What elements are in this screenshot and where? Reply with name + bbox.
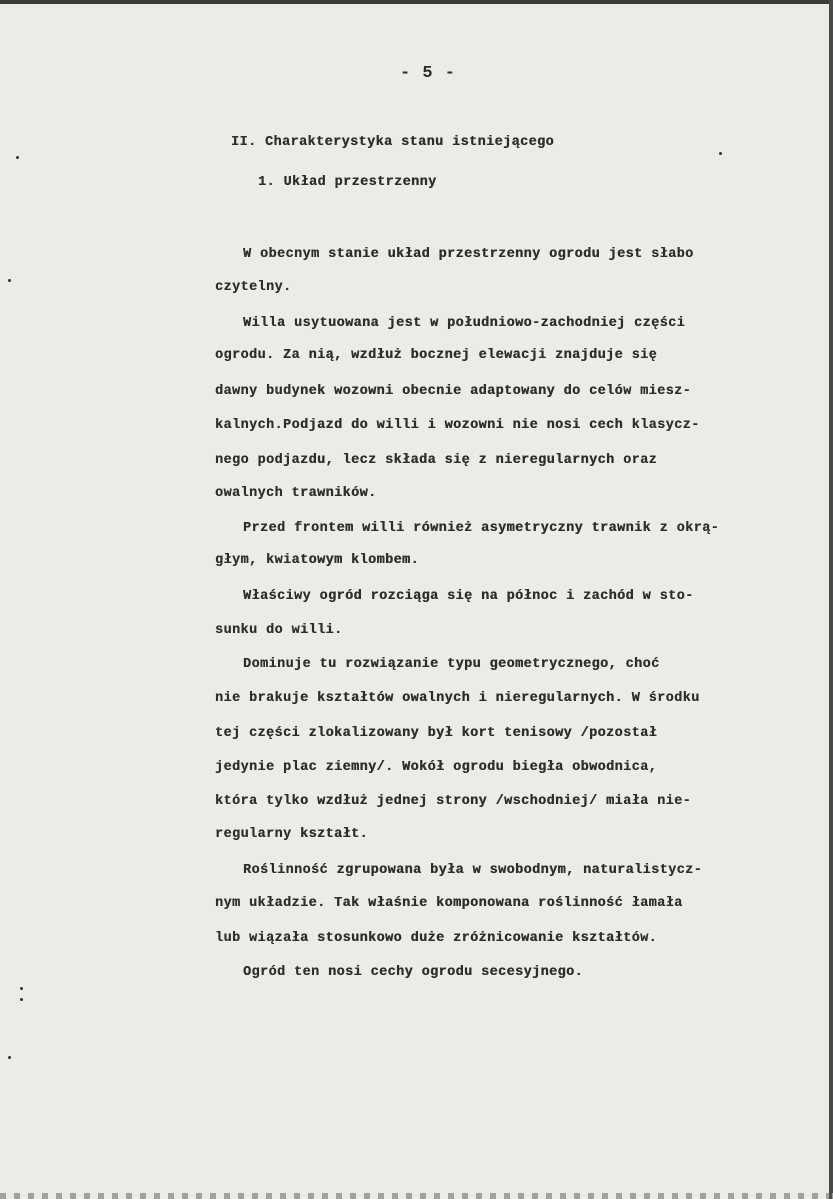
text-line: nie brakuje kształtów owalnych i nieregularnych. W środku [215,691,700,706]
text-line: Willa usytuowana jest w południowo-zachodniej części [243,316,686,331]
text-line: sunku do willi. [215,623,343,638]
text-line: kalnych.Podjazd do willi i wozowni nie nosi cech klasycz- [215,418,700,433]
text-line: owalnych trawników. [215,486,377,501]
page-number: - 5 - [400,64,457,83]
text-line: Przed frontem willi również asymetryczny trawnik z okrą- [243,521,720,536]
scan-border-right [829,0,833,1199]
text-line: nego podjazdu, lecz składa się z nieregularnych oraz [215,453,658,468]
scan-border-top [0,0,833,4]
page-speck [719,152,722,155]
text-line: która tylko wzdłuż jednej strony /wschodniej/ miała nie- [215,794,692,809]
text-line: Roślinność zgrupowana była w swobodnym, naturalistycz- [243,863,703,878]
margin-speck [20,998,23,1001]
text-line: Właściwy ogród rozciąga się na północ i zachód w sto- [243,589,694,604]
section-heading: II. Charakterystyka stanu istniejącego [231,135,555,150]
text-line: czytelny. [215,280,292,295]
text-line: nym układzie. Tak właśnie komponowana roślinność łamała [215,896,683,911]
text-line: regularny kształt. [215,827,369,842]
text-line: ogrodu. Za nią, wzdłuż bocznej elewacji znajduje się [215,348,658,363]
text-line: W obecnym stanie układ przestrzenny ogrodu jest słabo [243,247,694,262]
subsection-heading: 1. Układ przestrzenny [258,175,437,190]
scan-border-bottom [0,1193,833,1199]
margin-speck [20,987,23,990]
margin-speck [16,156,19,159]
text-line: Dominuje tu rozwiązanie typu geometrycznego, choć [243,657,660,672]
margin-speck [8,1056,11,1059]
text-line: lub wiązała stosunkowo duże zróżnicowanie kształtów. [215,931,658,946]
text-line: Ogród ten nosi cechy ogrodu secesyjnego. [243,965,584,980]
text-line: głym, kwiatowym klombem. [215,553,420,568]
text-line: tej części zlokalizowany był kort tenisowy /pozostał [215,726,658,741]
margin-speck [8,279,11,282]
text-line: jedynie plac ziemny/. Wokół ogrodu biegła obwodnica, [215,760,658,775]
text-line: dawny budynek wozowni obecnie adaptowany do celów miesz- [215,384,692,399]
